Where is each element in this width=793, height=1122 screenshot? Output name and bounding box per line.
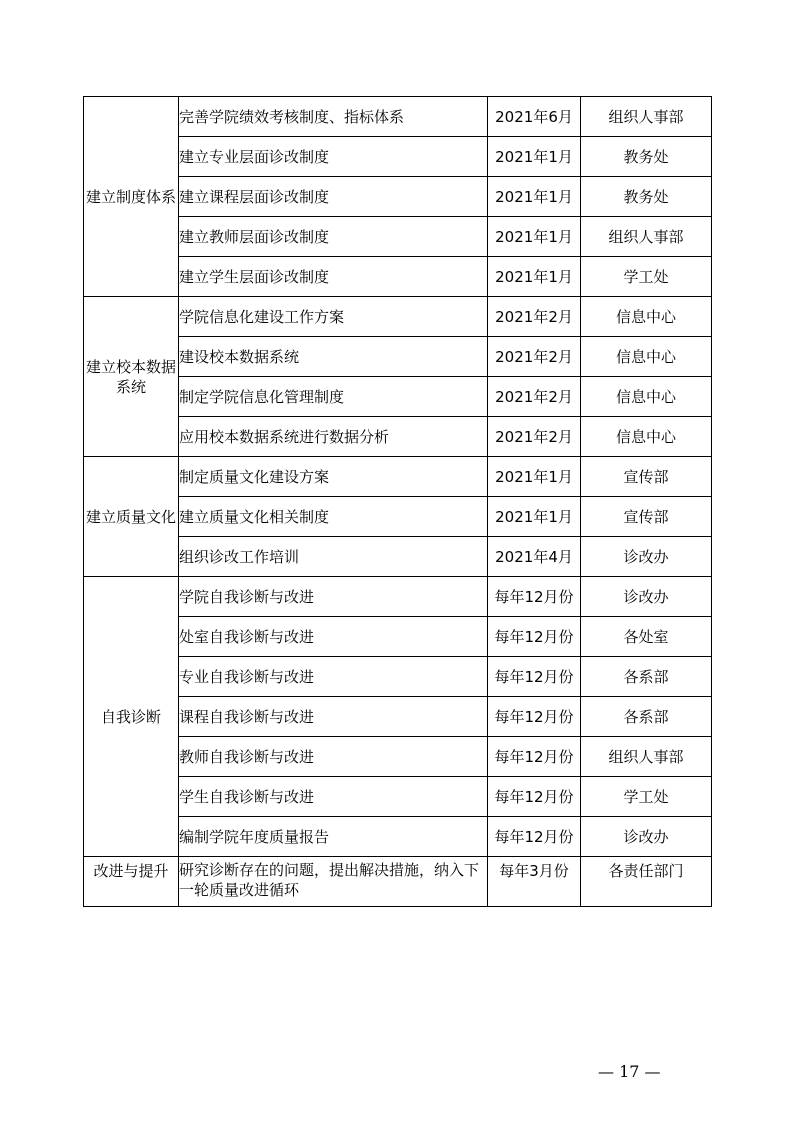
task-cell: 处室自我诊断与改进 — [179, 617, 488, 657]
dept-cell: 组织人事部 — [581, 217, 712, 257]
dept-cell: 诊改办 — [581, 537, 712, 577]
task-cell: 制定质量文化建设方案 — [179, 457, 488, 497]
dept-cell: 各责任部门 — [581, 857, 712, 907]
category-cell: 改进与提升 — [84, 857, 179, 907]
date-cell: 2021年1月 — [488, 457, 581, 497]
date-cell: 2021年6月 — [488, 97, 581, 137]
task-cell: 建立课程层面诊改制度 — [179, 177, 488, 217]
table-row — [84, 817, 712, 857]
date-cell: 2021年1月 — [488, 137, 581, 177]
task-cell: 应用校本数据系统进行数据分析 — [179, 417, 488, 457]
dept-cell: 组织人事部 — [581, 97, 712, 137]
category-cell: 自我诊断 — [84, 577, 179, 857]
task-cell: 研究诊断存在的问题，提出解决措施，纳入下一轮质量改进循环 — [179, 857, 488, 907]
dept-cell: 组织人事部 — [581, 737, 712, 777]
date-cell: 2021年1月 — [488, 177, 581, 217]
date-cell: 每年12月份 — [488, 617, 581, 657]
table-row — [84, 297, 712, 337]
dept-cell: 各系部 — [581, 697, 712, 737]
date-cell: 每年12月份 — [488, 777, 581, 817]
task-cell: 学生自我诊断与改进 — [179, 777, 488, 817]
task-cell: 学院信息化建设工作方案 — [179, 297, 488, 337]
date-cell: 每年12月份 — [488, 817, 581, 857]
date-cell: 每年12月份 — [488, 737, 581, 777]
date-cell: 2021年1月 — [488, 497, 581, 537]
dept-cell: 宣传部 — [581, 457, 712, 497]
date-cell: 2021年2月 — [488, 337, 581, 377]
task-cell: 建立学生层面诊改制度 — [179, 257, 488, 297]
table-row — [84, 657, 712, 697]
dept-cell: 宣传部 — [581, 497, 712, 537]
task-cell: 编制学院年度质量报告 — [179, 817, 488, 857]
table-row — [84, 577, 712, 617]
task-cell: 专业自我诊断与改进 — [179, 657, 488, 697]
date-cell: 每年12月份 — [488, 697, 581, 737]
table-row — [84, 137, 712, 177]
task-cell: 教师自我诊断与改进 — [179, 737, 488, 777]
dept-cell: 诊改办 — [581, 577, 712, 617]
table-row — [84, 417, 712, 457]
dept-cell: 各处室 — [581, 617, 712, 657]
table-row — [84, 617, 712, 657]
task-cell: 建立教师层面诊改制度 — [179, 217, 488, 257]
plan-table — [83, 96, 712, 907]
table-row — [84, 217, 712, 257]
task-cell: 建设校本数据系统 — [179, 337, 488, 377]
dept-cell: 学工处 — [581, 777, 712, 817]
dept-cell: 学工处 — [581, 257, 712, 297]
category-cell: 建立校本数据系统 — [84, 297, 179, 457]
task-cell: 制定学院信息化管理制度 — [179, 377, 488, 417]
table-row — [84, 337, 712, 377]
dept-cell: 教务处 — [581, 177, 712, 217]
dept-cell: 各系部 — [581, 657, 712, 697]
task-cell: 学院自我诊断与改进 — [179, 577, 488, 617]
date-cell: 每年3月份 — [488, 857, 581, 907]
dept-cell: 信息中心 — [581, 377, 712, 417]
table-row — [84, 177, 712, 217]
table-row — [84, 777, 712, 817]
task-cell: 完善学院绩效考核制度、指标体系 — [179, 97, 488, 137]
page-number: — 17 — — [598, 1062, 661, 1081]
date-cell: 2021年4月 — [488, 537, 581, 577]
task-cell: 组织诊改工作培训 — [179, 537, 488, 577]
table-row — [84, 857, 712, 907]
dept-cell: 信息中心 — [581, 417, 712, 457]
table-row — [84, 97, 712, 137]
category-cell: 建立制度体系 — [84, 97, 179, 297]
task-cell: 课程自我诊断与改进 — [179, 697, 488, 737]
date-cell: 2021年1月 — [488, 257, 581, 297]
table-row — [84, 457, 712, 497]
table-row — [84, 697, 712, 737]
table-row — [84, 537, 712, 577]
dept-cell: 诊改办 — [581, 817, 712, 857]
date-cell: 2021年2月 — [488, 297, 581, 337]
date-cell: 2021年1月 — [488, 217, 581, 257]
date-cell: 每年12月份 — [488, 657, 581, 697]
table-row — [84, 737, 712, 777]
table-row — [84, 257, 712, 297]
table-row — [84, 377, 712, 417]
date-cell: 2021年2月 — [488, 417, 581, 457]
dept-cell: 信息中心 — [581, 297, 712, 337]
date-cell: 每年12月份 — [488, 577, 581, 617]
dept-cell: 信息中心 — [581, 337, 712, 377]
task-cell: 建立质量文化相关制度 — [179, 497, 488, 537]
category-cell: 建立质量文化 — [84, 457, 179, 577]
task-cell: 建立专业层面诊改制度 — [179, 137, 488, 177]
table-row — [84, 497, 712, 537]
date-cell: 2021年2月 — [488, 377, 581, 417]
dept-cell: 教务处 — [581, 137, 712, 177]
